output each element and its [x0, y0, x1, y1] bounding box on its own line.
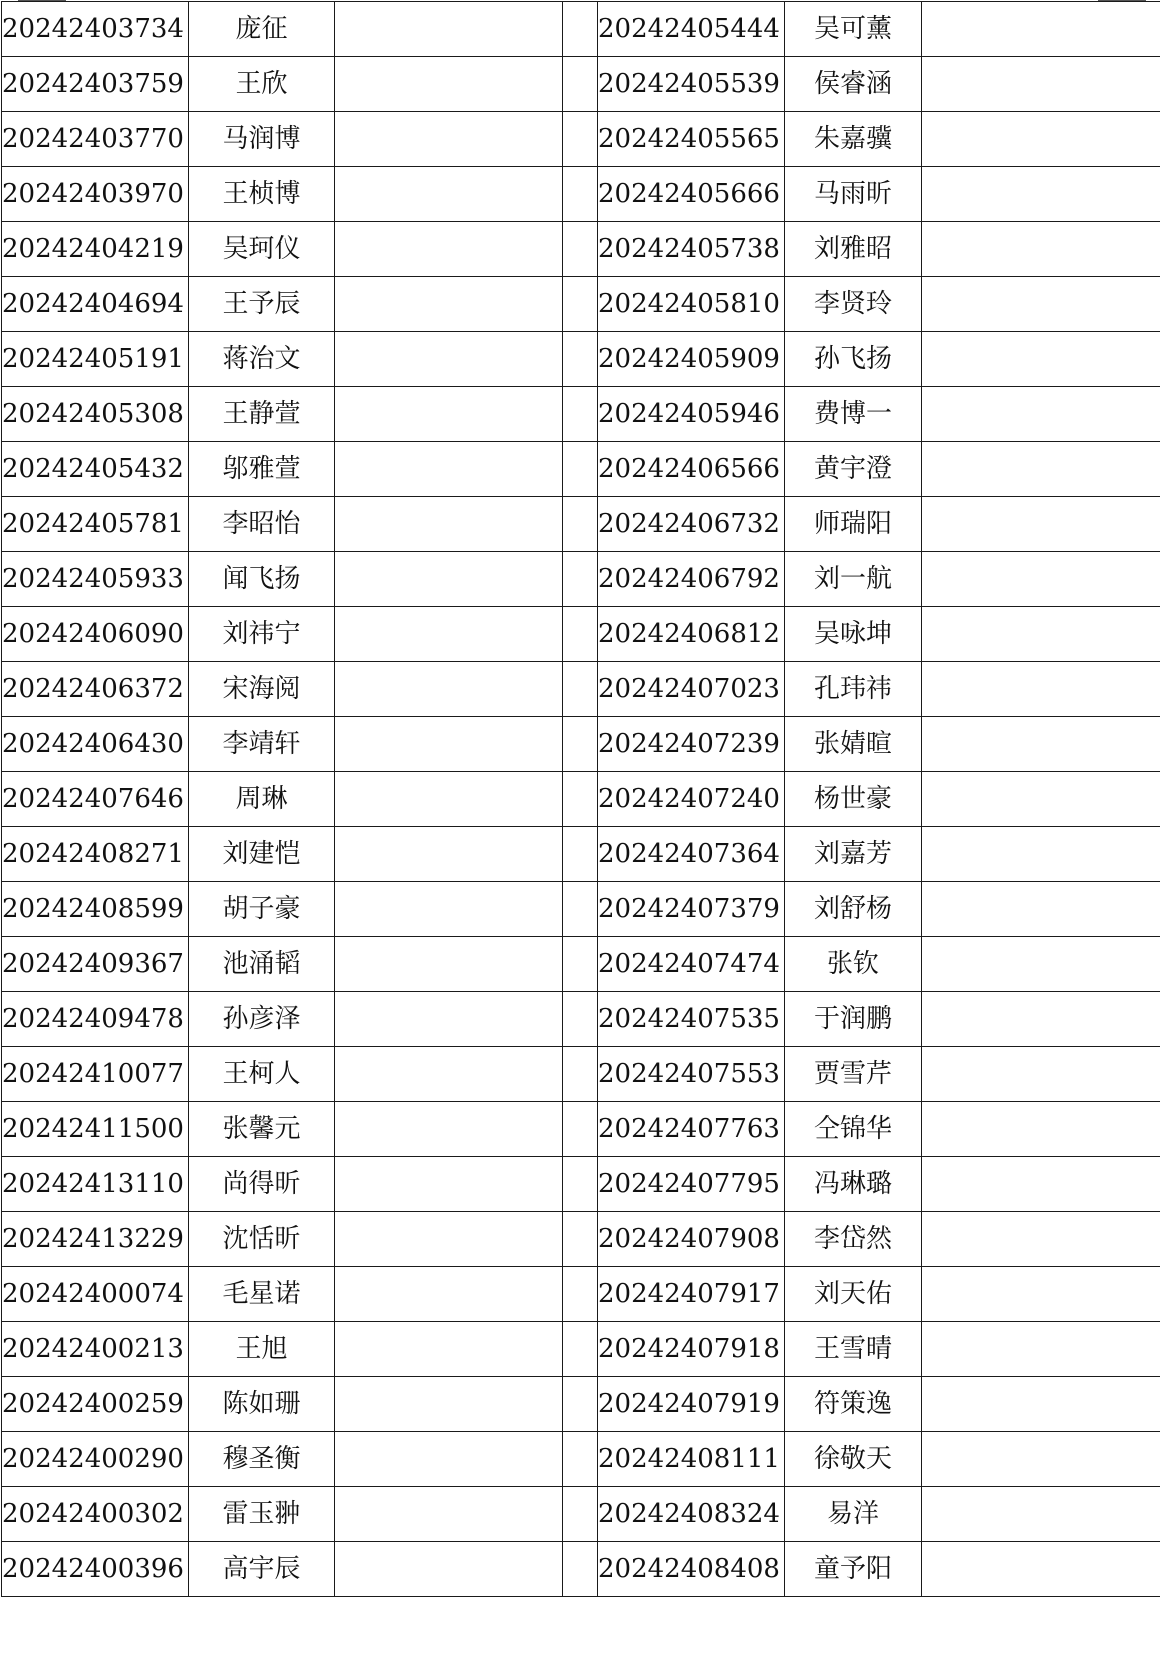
left-student-name: 闻飞扬 — [189, 552, 335, 607]
left-student-id: 20242400396 — [2, 1542, 189, 1597]
right-student-name: 杨世豪 — [785, 772, 922, 827]
table-row — [2, 552, 1160, 607]
right-blank-cell — [922, 1157, 1160, 1212]
right-student-id: 20242407474 — [598, 937, 785, 992]
right-student-name: 刘舒杨 — [785, 882, 922, 937]
left-student-id: 20242406372 — [2, 662, 189, 717]
right-student-name: 徐敬天 — [785, 1432, 922, 1487]
table-row — [2, 717, 1160, 772]
right-student-name: 刘一航 — [785, 552, 922, 607]
right-student-name: 费博一 — [785, 387, 922, 442]
left-student-id: 20242405308 — [2, 387, 189, 442]
column-gap-cell — [563, 772, 598, 827]
right-student-name: 贾雪芹 — [785, 1047, 922, 1102]
left-student-name: 王静萱 — [189, 387, 335, 442]
right-blank-cell — [922, 277, 1160, 332]
left-blank-cell — [335, 1047, 563, 1102]
left-blank-cell — [335, 772, 563, 827]
right-blank-cell — [922, 772, 1160, 827]
left-blank-cell — [335, 2, 563, 57]
left-blank-cell — [335, 1322, 563, 1377]
column-gap-cell — [563, 1322, 598, 1377]
column-gap-cell — [563, 332, 598, 387]
table-row — [2, 387, 1160, 442]
left-blank-cell — [335, 1432, 563, 1487]
left-student-id: 20242407646 — [2, 772, 189, 827]
left-student-name: 刘建恺 — [189, 827, 335, 882]
left-student-id: 20242410077 — [2, 1047, 189, 1102]
left-student-name: 蒋治文 — [189, 332, 335, 387]
table-row — [2, 1377, 1160, 1432]
right-blank-cell — [922, 1432, 1160, 1487]
right-student-id: 20242405444 — [598, 2, 785, 57]
right-student-name: 刘天佑 — [785, 1267, 922, 1322]
column-gap-cell — [563, 57, 598, 112]
table-row — [2, 1157, 1160, 1212]
left-blank-cell — [335, 497, 563, 552]
left-student-id: 20242403759 — [2, 57, 189, 112]
left-blank-cell — [335, 442, 563, 497]
column-gap-cell — [563, 717, 598, 772]
right-student-id: 20242407535 — [598, 992, 785, 1047]
right-blank-cell — [922, 717, 1160, 772]
left-student-id: 20242403734 — [2, 2, 189, 57]
table-row — [2, 937, 1160, 992]
table-row — [2, 332, 1160, 387]
left-student-id: 20242413229 — [2, 1212, 189, 1267]
column-gap-cell — [563, 662, 598, 717]
right-student-id: 20242407763 — [598, 1102, 785, 1157]
right-student-id: 20242407553 — [598, 1047, 785, 1102]
right-student-id: 20242407240 — [598, 772, 785, 827]
right-student-id: 20242405565 — [598, 112, 785, 167]
right-student-name: 侯睿涵 — [785, 57, 922, 112]
right-student-id: 20242406812 — [598, 607, 785, 662]
right-student-name: 刘嘉芳 — [785, 827, 922, 882]
left-blank-cell — [335, 882, 563, 937]
left-student-name: 吴珂仪 — [189, 222, 335, 277]
left-student-name: 王桢博 — [189, 167, 335, 222]
left-student-name: 毛星诺 — [189, 1267, 335, 1322]
table-row — [2, 277, 1160, 332]
left-student-name: 雷玉翀 — [189, 1487, 335, 1542]
left-blank-cell — [335, 827, 563, 882]
left-blank-cell — [335, 387, 563, 442]
left-student-id: 20242400074 — [2, 1267, 189, 1322]
right-blank-cell — [922, 222, 1160, 277]
right-student-name: 朱嘉骥 — [785, 112, 922, 167]
left-student-name: 孙彦泽 — [189, 992, 335, 1047]
right-blank-cell — [922, 607, 1160, 662]
column-gap-cell — [563, 1267, 598, 1322]
left-student-name: 庞征 — [189, 2, 335, 57]
right-student-id: 20242407023 — [598, 662, 785, 717]
right-student-name: 张婧暄 — [785, 717, 922, 772]
column-gap-cell — [563, 1487, 598, 1542]
column-gap-cell — [563, 1102, 598, 1157]
table-row — [2, 2, 1160, 57]
left-blank-cell — [335, 57, 563, 112]
right-blank-cell — [922, 332, 1160, 387]
right-student-name: 于润鹏 — [785, 992, 922, 1047]
left-student-id: 20242409478 — [2, 992, 189, 1047]
right-blank-cell — [922, 442, 1160, 497]
right-blank-cell — [922, 662, 1160, 717]
column-gap-cell — [563, 2, 598, 57]
right-student-name: 王雪晴 — [785, 1322, 922, 1377]
table-row — [2, 167, 1160, 222]
roster-body — [2, 2, 1160, 1597]
left-blank-cell — [335, 1542, 563, 1597]
column-gap-cell — [563, 1432, 598, 1487]
right-student-name: 童予阳 — [785, 1542, 922, 1597]
table-row — [2, 827, 1160, 882]
table-row — [2, 772, 1160, 827]
right-student-id: 20242406792 — [598, 552, 785, 607]
right-student-id: 20242407919 — [598, 1377, 785, 1432]
column-gap-cell — [563, 497, 598, 552]
right-blank-cell — [922, 937, 1160, 992]
right-blank-cell — [922, 1487, 1160, 1542]
left-student-id: 20242403770 — [2, 112, 189, 167]
right-student-id: 20242405946 — [598, 387, 785, 442]
column-gap-cell — [563, 1212, 598, 1267]
right-student-id: 20242407795 — [598, 1157, 785, 1212]
right-student-id: 20242407364 — [598, 827, 785, 882]
column-gap-cell — [563, 1157, 598, 1212]
left-student-id: 20242406090 — [2, 607, 189, 662]
table-row — [2, 1212, 1160, 1267]
right-student-name: 易洋 — [785, 1487, 922, 1542]
table-row — [2, 497, 1160, 552]
left-blank-cell — [335, 1102, 563, 1157]
left-student-name: 王予辰 — [189, 277, 335, 332]
right-blank-cell — [922, 1542, 1160, 1597]
right-blank-cell — [922, 1267, 1160, 1322]
right-blank-cell — [922, 57, 1160, 112]
left-blank-cell — [335, 1487, 563, 1542]
table-row — [2, 1047, 1160, 1102]
left-student-id: 20242413110 — [2, 1157, 189, 1212]
right-student-id: 20242405666 — [598, 167, 785, 222]
right-student-id: 20242408111 — [598, 1432, 785, 1487]
right-blank-cell — [922, 167, 1160, 222]
right-blank-cell — [922, 552, 1160, 607]
left-student-id: 20242400259 — [2, 1377, 189, 1432]
left-blank-cell — [335, 112, 563, 167]
right-blank-cell — [922, 992, 1160, 1047]
right-blank-cell — [922, 1377, 1160, 1432]
left-blank-cell — [335, 277, 563, 332]
table-row — [2, 442, 1160, 497]
right-student-id: 20242408324 — [598, 1487, 785, 1542]
column-gap-cell — [563, 222, 598, 277]
right-student-id: 20242405909 — [598, 332, 785, 387]
left-student-id: 20242404694 — [2, 277, 189, 332]
right-student-id: 20242405539 — [598, 57, 785, 112]
right-student-name: 黄宇澄 — [785, 442, 922, 497]
left-student-name: 王欣 — [189, 57, 335, 112]
column-gap-cell — [563, 607, 598, 662]
left-student-name: 刘祎宁 — [189, 607, 335, 662]
table-row — [2, 57, 1160, 112]
left-blank-cell — [335, 167, 563, 222]
left-blank-cell — [335, 552, 563, 607]
right-student-name: 冯琳璐 — [785, 1157, 922, 1212]
column-gap-cell — [563, 937, 598, 992]
right-student-name: 孔玮祎 — [785, 662, 922, 717]
left-student-id: 20242405933 — [2, 552, 189, 607]
right-student-id: 20242407918 — [598, 1322, 785, 1377]
table-row — [2, 1432, 1160, 1487]
right-blank-cell — [922, 1212, 1160, 1267]
table-row — [2, 607, 1160, 662]
right-student-id: 20242407917 — [598, 1267, 785, 1322]
table-row — [2, 1487, 1160, 1542]
left-student-name: 周琳 — [189, 772, 335, 827]
left-blank-cell — [335, 1267, 563, 1322]
left-student-name: 陈如珊 — [189, 1377, 335, 1432]
table-row — [2, 1102, 1160, 1157]
left-blank-cell — [335, 1212, 563, 1267]
left-student-id: 20242408271 — [2, 827, 189, 882]
left-student-id: 20242411500 — [2, 1102, 189, 1157]
table-row — [2, 1542, 1160, 1597]
right-student-name: 张钦 — [785, 937, 922, 992]
column-gap-cell — [563, 167, 598, 222]
right-student-id: 20242406566 — [598, 442, 785, 497]
left-student-name: 宋海阅 — [189, 662, 335, 717]
right-student-name: 刘雅昭 — [785, 222, 922, 277]
right-student-id: 20242405810 — [598, 277, 785, 332]
student-roster-table — [1, 1, 1160, 1597]
left-student-id: 20242404219 — [2, 222, 189, 277]
left-student-name: 胡子豪 — [189, 882, 335, 937]
table-row — [2, 662, 1160, 717]
right-student-name: 孙飞扬 — [785, 332, 922, 387]
right-student-id: 20242406732 — [598, 497, 785, 552]
left-blank-cell — [335, 937, 563, 992]
left-student-id: 20242405432 — [2, 442, 189, 497]
right-student-id: 20242405738 — [598, 222, 785, 277]
left-student-name: 张馨元 — [189, 1102, 335, 1157]
right-blank-cell — [922, 387, 1160, 442]
left-student-id: 20242406430 — [2, 717, 189, 772]
left-blank-cell — [335, 717, 563, 772]
left-student-name: 高宇辰 — [189, 1542, 335, 1597]
left-student-id: 20242400302 — [2, 1487, 189, 1542]
column-gap-cell — [563, 1377, 598, 1432]
right-blank-cell — [922, 112, 1160, 167]
right-student-name: 师瑞阳 — [785, 497, 922, 552]
left-student-id: 20242409367 — [2, 937, 189, 992]
table-row — [2, 882, 1160, 937]
column-gap-cell — [563, 992, 598, 1047]
left-student-name: 沈恬昕 — [189, 1212, 335, 1267]
left-student-name: 李昭怡 — [189, 497, 335, 552]
column-gap-cell — [563, 1047, 598, 1102]
column-gap-cell — [563, 112, 598, 167]
right-student-name: 符策逸 — [785, 1377, 922, 1432]
left-student-id: 20242405191 — [2, 332, 189, 387]
table-row — [2, 1267, 1160, 1322]
left-blank-cell — [335, 992, 563, 1047]
left-student-id: 20242400290 — [2, 1432, 189, 1487]
column-gap-cell — [563, 1542, 598, 1597]
left-student-name: 王柯人 — [189, 1047, 335, 1102]
table-row — [2, 1322, 1160, 1377]
right-student-name: 李岱然 — [785, 1212, 922, 1267]
column-gap-cell — [563, 882, 598, 937]
right-blank-cell — [922, 827, 1160, 882]
right-student-name: 吴可薰 — [785, 2, 922, 57]
left-blank-cell — [335, 222, 563, 277]
column-gap-cell — [563, 827, 598, 882]
left-blank-cell — [335, 662, 563, 717]
left-student-id: 20242403970 — [2, 167, 189, 222]
right-student-id: 20242408408 — [598, 1542, 785, 1597]
left-student-name: 邬雅萱 — [189, 442, 335, 497]
left-student-name: 穆圣衡 — [189, 1432, 335, 1487]
right-student-name: 李贤玲 — [785, 277, 922, 332]
table-row — [2, 992, 1160, 1047]
left-blank-cell — [335, 607, 563, 662]
right-student-name: 吴咏坤 — [785, 607, 922, 662]
left-student-name: 李靖轩 — [189, 717, 335, 772]
column-gap-cell — [563, 552, 598, 607]
right-blank-cell — [922, 1047, 1160, 1102]
right-student-id: 20242407908 — [598, 1212, 785, 1267]
left-student-id: 20242400213 — [2, 1322, 189, 1377]
right-student-id: 20242407239 — [598, 717, 785, 772]
column-gap-cell — [563, 277, 598, 332]
right-blank-cell — [922, 497, 1160, 552]
right-blank-cell — [922, 2, 1160, 57]
left-blank-cell — [335, 1377, 563, 1432]
left-student-name: 尚得昕 — [189, 1157, 335, 1212]
left-student-id: 20242405781 — [2, 497, 189, 552]
left-blank-cell — [335, 1157, 563, 1212]
column-gap-cell — [563, 442, 598, 497]
table-row — [2, 222, 1160, 277]
right-blank-cell — [922, 882, 1160, 937]
right-student-name: 仝锦华 — [785, 1102, 922, 1157]
right-blank-cell — [922, 1102, 1160, 1157]
column-gap-cell — [563, 387, 598, 442]
table-row — [2, 112, 1160, 167]
left-blank-cell — [335, 332, 563, 387]
left-student-name: 王旭 — [189, 1322, 335, 1377]
left-student-name: 池涌韬 — [189, 937, 335, 992]
right-student-id: 20242407379 — [598, 882, 785, 937]
left-student-name: 马润博 — [189, 112, 335, 167]
right-student-name: 马雨昕 — [785, 167, 922, 222]
left-student-id: 20242408599 — [2, 882, 189, 937]
right-blank-cell — [922, 1322, 1160, 1377]
